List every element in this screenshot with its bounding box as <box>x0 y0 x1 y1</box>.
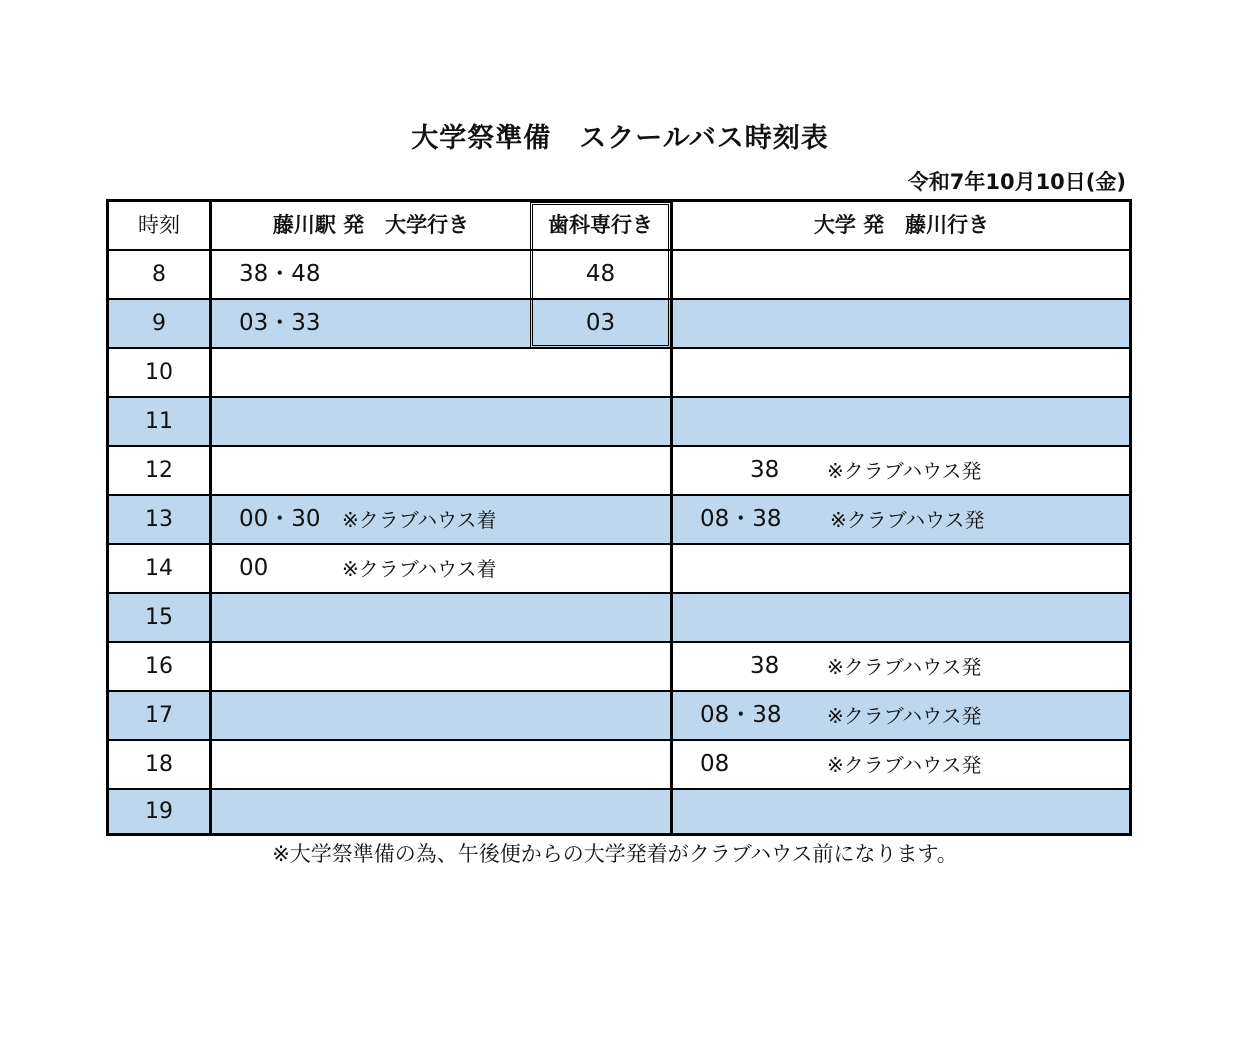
univ-note: ※クラブハウス発 <box>827 459 982 483</box>
hour-cell: 18 <box>145 752 173 777</box>
univ-times: 38 <box>750 457 780 483</box>
univ-times: 08・38 <box>700 702 782 728</box>
header-fujikawa-to-univ: 藤川駅 発 大学行き <box>272 213 470 237</box>
table-row <box>109 790 1129 833</box>
schedule-date: 令和7年10月10日(金) <box>907 170 1126 194</box>
header-hour: 時刻 <box>138 213 180 237</box>
hour-cell: 9 <box>152 311 166 336</box>
fujikawa-times: 38・48 <box>239 261 321 287</box>
univ-note: ※クラブハウス発 <box>827 655 982 679</box>
hour-cell: 16 <box>145 654 173 679</box>
fujikawa-times: 03・33 <box>239 310 321 336</box>
fujikawa-note: ※クラブハウス着 <box>342 508 497 532</box>
hour-cell: 13 <box>145 507 173 532</box>
table-row <box>109 349 1129 398</box>
table-row <box>109 643 1129 692</box>
column-divider <box>670 202 673 833</box>
column-divider <box>209 202 212 833</box>
dental-times: 03 <box>585 310 616 336</box>
table-row <box>109 496 1129 545</box>
hour-cell: 12 <box>145 458 173 483</box>
table-row <box>109 545 1129 594</box>
header-row <box>109 202 1129 251</box>
timetable <box>106 199 1132 836</box>
hour-cell: 19 <box>145 799 173 824</box>
fujikawa-times: 00 <box>239 555 269 581</box>
univ-times: 08・38 <box>700 506 782 532</box>
hour-cell: 14 <box>145 556 173 581</box>
header-dental: 歯科専行き <box>548 213 653 237</box>
hour-cell: 15 <box>145 605 173 630</box>
univ-note: ※クラブハウス発 <box>830 508 985 532</box>
hour-cell: 17 <box>145 703 173 728</box>
table-row <box>109 692 1129 741</box>
header-univ-to-fujikawa: 大学 発 藤川行き <box>813 213 990 237</box>
page-title: 大学祭準備 スクールバス時刻表 <box>411 123 829 154</box>
hour-cell: 8 <box>152 262 166 287</box>
dental-times: 48 <box>585 261 616 287</box>
hour-cell: 10 <box>145 360 173 385</box>
univ-note: ※クラブハウス発 <box>827 753 982 777</box>
table-row <box>109 398 1129 447</box>
fujikawa-times: 00・30 <box>239 506 321 532</box>
footnote: ※大学祭準備の為、午後便からの大学発着がクラブハウス前になります。 <box>272 842 958 866</box>
hour-cell: 11 <box>145 409 173 434</box>
table-row <box>109 447 1129 496</box>
table-row <box>109 251 1129 300</box>
table-row <box>109 594 1129 643</box>
univ-times: 38 <box>750 653 780 679</box>
table-row <box>109 300 1129 349</box>
table-row <box>109 741 1129 790</box>
univ-note: ※クラブハウス発 <box>827 704 982 728</box>
fujikawa-note: ※クラブハウス着 <box>342 557 497 581</box>
univ-times: 08 <box>700 751 730 777</box>
